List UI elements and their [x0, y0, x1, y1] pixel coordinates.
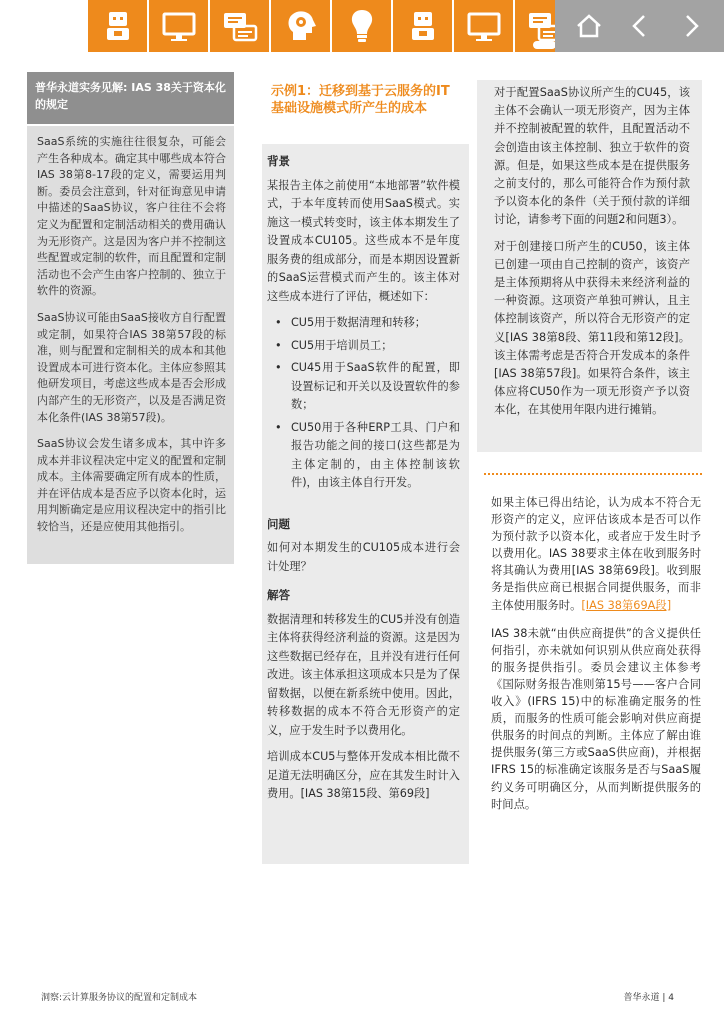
body-paragraph: IAS 38未就“由供应商提供”的含义提供任何指引，亦未就如何识别从供应商处获得的服务提供指引。委员会建议主体参考《国际财务报告准则第15号——客户合同收入》(IFRS 15)中的标准确定服务的性质，而服务的性质可能会影响对供应商提供服务的时间点的判断。主体应了解由谁提供服务(第三方或SaaS供应商)，并根据IFRS 15的标准确定该服务是否与SaaS履约义务可明确区分，从而判断提供服务的时间点。	[491, 626, 701, 811]
lightbulb-icon	[342, 6, 382, 46]
footer-title: 洞察:云计算服务协议的配置和定制成本	[41, 993, 198, 1003]
active-tab-indicator	[533, 41, 556, 49]
tab-lightbulb[interactable]	[332, 0, 391, 52]
insight-paragraph: SaaS系统的实施往往很复杂，可能会产生各种成本。确定其中哪些成本符合IAS 38第8-17段的定义，需要运用判断。委员会注意到，针对征询意见申请中描述的SaaS协议，客户往往不会将定义为配置和定制活动相关的费用确认为无形资产。这是因为客户并不控制这些配置或定制的软件，而且配置和定制活动也不会产生由客户控制的、独立于软件的资源。	[37, 135, 226, 298]
insight-paragraph: SaaS协议可能由SaaS接收方自行配置或定制，如果符合IAS 38第57段的标准，则与配置和定制相关的成本和其他设置成本可进行资本化。主体应参照其他研发项目，考虑这些成本是否会形成内部产生的无形资产，以及是否满足资本化条件(IAS 38第57段)。	[37, 310, 226, 424]
monitor-icon	[464, 6, 504, 46]
cost-list	[267, 314, 460, 493]
tab-monitor-2[interactable]	[454, 0, 513, 52]
background-text: 某报告主体之前使用“本地部署”软件模式，于本年度转而使用SaaS模式。实施这一模式转变时，该主体本期发生了设置成本CU105。这些成本不是年度服务费的组成部分，而是本期因设置新的SaaS运营模式而产生的。该主体对这些成本进行了评估，概述如下：	[267, 178, 460, 303]
background-heading: 背景	[267, 154, 290, 168]
dotted-divider	[484, 473, 702, 475]
body-text	[491, 494, 701, 824]
monitor-icon	[159, 6, 199, 46]
list-item: • CU50用于各种ERP工具、门户和报告功能之间的接口(这些都是为主体定制的，由主体控制该软件)，由该主体自行开发。	[267, 419, 460, 493]
question-heading: 问题	[267, 516, 290, 531]
continuation-paragraph: 对于创建接口所产生的CU50，该主体已创建一项由自己控制的资产，该资产是主体预期将从中获得未来经济利益的一种资源。这项资产单独可辨认，且主体控制该资产，所以符合无形资产的定义[IAS 38第8段、第11段和第12段]。该主体需考虑是否符合开发成本的条件[IAS 38第57段]。如果符合条件，该主体应将CU50作为一项无形资产予以资本化，在其使用年限内进行摊销。	[494, 239, 690, 417]
footer-page-number: 普华永道 | 4	[623, 993, 674, 1003]
question-text: 如何对本期发生的CU105成本进行会计处理？	[267, 541, 460, 573]
example-continuation-box	[477, 80, 702, 452]
chat-bubbles-icon	[220, 6, 260, 46]
robot-icon	[403, 6, 443, 46]
continuation-paragraph: 对于配置SaaS协议所产生的CU45，该主体不会确认一项无形资产，因为主体并不控制被配置的软件，且配置活动不会创造由该主体控制、独立于软件的资源。但是，如果这些成本是在提供服务之前支付的，那么可能符合作为预付款予以资本化的条件（关于预付款的详细讨论，请参考下面的问题2和问题3）。	[494, 86, 690, 227]
answer-paragraph: 培训成本CU5与整体开发成本相比微不足道无法明确区分，应在其发生时计入费用。[IAS 38第15段、第69段]	[267, 750, 460, 800]
tab-monitor-1[interactable]	[149, 0, 208, 52]
ias-38-69a-link[interactable]: [IAS 38第69A段]	[581, 598, 672, 612]
insight-box	[27, 126, 234, 564]
robot-icon	[98, 6, 138, 46]
answer-heading: 解答	[267, 588, 290, 602]
example-title: 示例1：迁移到基于云服务的IT基础设施模式所产生的成本	[271, 84, 450, 116]
insight-paragraph: SaaS协议会发生诸多成本，其中许多成本并非议程决定中定义的配置和定制成本。主体需要确定所有成本的性质，并在评估成本是否应予以资本化时，运用判断确定是应用议程决定中的指引比较恰当，还是应使用其他指引。	[37, 437, 226, 534]
answer-paragraph: 数据清理和转移发生的CU5并没有创造主体将获得经济利益的资源。这是因为这些数据已经存在，且并没有进行任何改进。该主体承担这项成本只是为了保留数据，以便在新系统中使用。因此，转移数据的成本不符合无形资产的定义，应于发生时予以费用化。	[267, 612, 460, 737]
page-navigation	[555, 0, 724, 52]
list-item: • CU45用于SaaS软件的配置，即设置标记和开关以及设置软件的参数；	[267, 359, 460, 415]
list-item: • CU5用于数据清理和转移；	[267, 314, 460, 333]
body-paragraph	[491, 494, 701, 614]
tab-gear-head[interactable]	[271, 0, 330, 52]
tab-chat-1[interactable]	[210, 0, 269, 52]
example-box	[262, 144, 469, 864]
top-navigation	[0, 0, 724, 52]
home-icon[interactable]	[574, 11, 604, 41]
gear-head-icon	[281, 6, 321, 46]
section-tabs	[88, 0, 576, 52]
next-arrow-icon[interactable]	[676, 11, 706, 41]
insight-heading: 普华永道实务见解: IAS 38关于资本化的规定	[27, 72, 234, 124]
body-paragraph-text: 如果主体已得出结论，认为成本不符合无形资产的定义，应评估该成本是否可以作为预付款予以资本化，或者应于发生时予以费用化。IAS 38要求主体在收到服务时将其确认为费用[IAS 38第69段]。收到服务是指供应商已根据合同提供服务，而非主体使用服务时。	[491, 496, 701, 612]
tab-robot-1[interactable]	[88, 0, 147, 52]
prev-arrow-icon[interactable]	[625, 11, 655, 41]
list-item: • CU5用于培训员工；	[267, 337, 460, 356]
tab-robot-2[interactable]	[393, 0, 452, 52]
top-left-blank	[0, 0, 88, 52]
